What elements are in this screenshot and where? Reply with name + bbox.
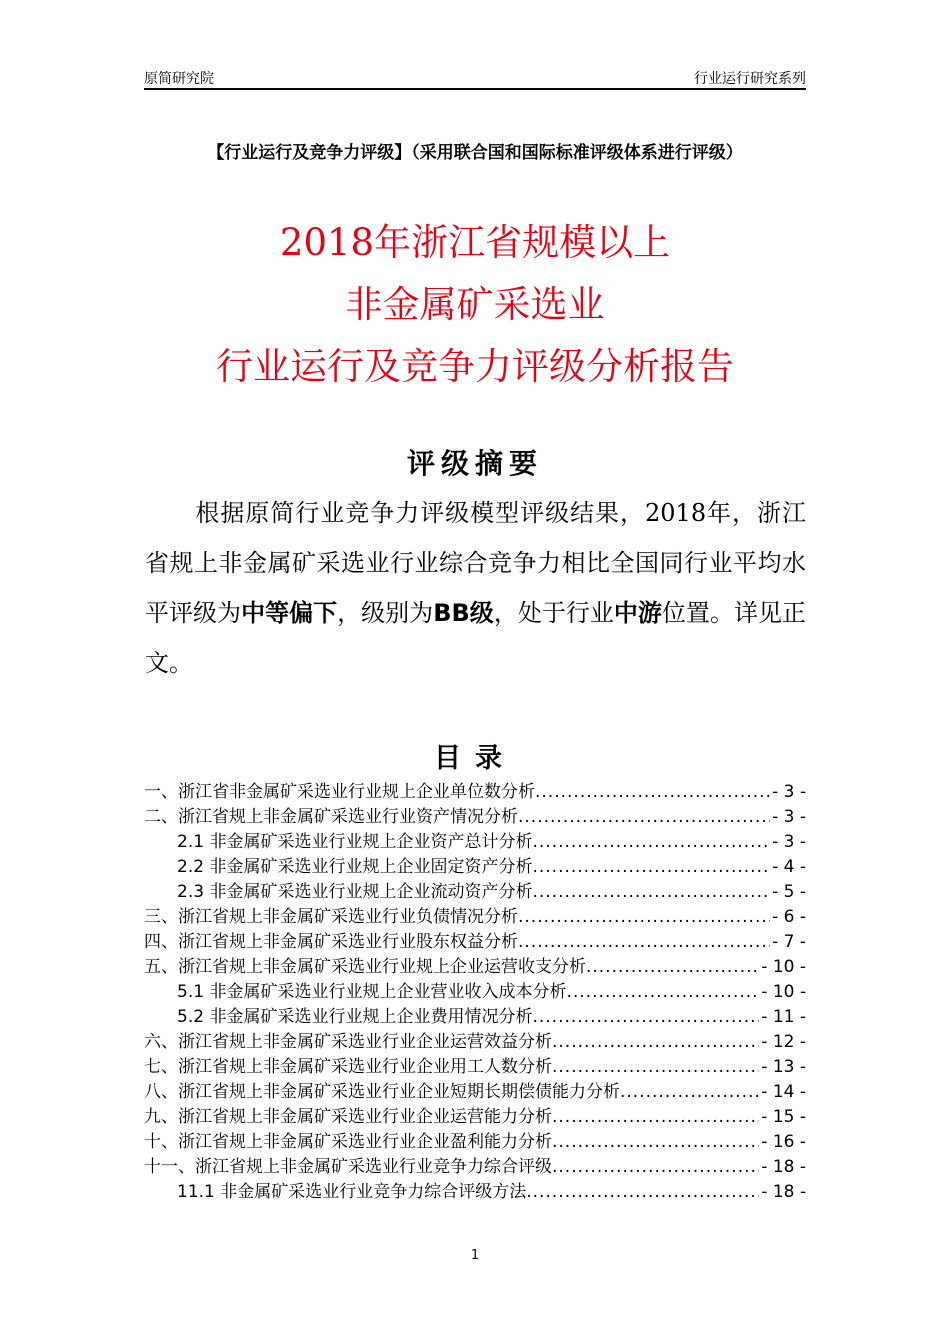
toc-item[interactable] <box>144 805 806 830</box>
toc-item[interactable] <box>144 830 806 855</box>
toc-item[interactable] <box>144 1030 806 1055</box>
toc-item[interactable] <box>144 980 806 1005</box>
report-title <box>0 212 950 398</box>
header-org: 原简研究院 <box>144 71 214 87</box>
toc-item[interactable] <box>144 930 806 955</box>
page-header <box>144 68 806 90</box>
toc-item-label: 二、浙江省规上非金属矿采选业行业资产情况分析 <box>144 807 518 827</box>
toc-item-label: 四、浙江省规上非金属矿采选业行业股东权益分析 <box>144 932 518 952</box>
toc-leader <box>620 1080 759 1105</box>
toc-leader <box>535 780 770 805</box>
toc-item-label: 八、浙江省规上非金属矿采选业行业企业短期长期偿债能力分析 <box>144 1082 620 1102</box>
rating-line: 【行业运行及竞争力评级】（采用联合国和国际标准评级体系进行评级） <box>207 143 743 163</box>
toc-item-page: - 18 - <box>761 1182 806 1202</box>
toc-leader <box>552 1055 759 1080</box>
summary-grade: BB级 <box>433 599 494 627</box>
page-number: 1 <box>470 1248 480 1263</box>
toc-leader <box>526 1180 759 1205</box>
title-line-1: 2018年浙江省规模以上 <box>279 221 671 264</box>
summary-text: ，级别为 <box>337 599 434 627</box>
toc-item-label: 一、浙江省非金属矿采选业行业规上企业单位数分析 <box>144 782 535 802</box>
toc-item-page: - 15 - <box>761 1107 806 1127</box>
toc-item-label: 七、浙江省规上非金属矿采选业行业企业用工人数分析 <box>144 1057 552 1077</box>
toc-item-page: - 6 - <box>772 907 806 927</box>
toc-item-label: 三、浙江省规上非金属矿采选业行业负债情况分析 <box>144 907 518 927</box>
toc-item[interactable] <box>144 1155 806 1180</box>
toc-leader <box>532 1005 759 1030</box>
toc-item-label: 5.2 非金属矿采选业行业规上企业费用情况分析 <box>177 1007 533 1027</box>
summary-text: 根据原简行业竞争力评级模型评级结果，2018年，浙江省规上非金属矿采选业行业综合竞争力相比全国同行业平均水平评级为 <box>145 499 806 627</box>
toc-leader <box>532 880 770 905</box>
summary-heading: 评级摘要 <box>406 447 543 480</box>
summary-position: 中游 <box>613 599 662 627</box>
toc-leader <box>552 1105 759 1130</box>
toc-item-label: 2.3 非金属矿采选业行业规上企业流动资产分析 <box>177 882 533 902</box>
toc-item-page: - 13 - <box>761 1057 806 1077</box>
toc-leader <box>518 905 770 930</box>
toc-item[interactable] <box>144 855 806 880</box>
summary-paragraph <box>145 488 806 688</box>
header-series: 行业运行研究系列 <box>694 71 806 87</box>
toc-item[interactable] <box>144 905 806 930</box>
toc-item-page: - 10 - <box>761 957 806 977</box>
toc-item-page: - 5 - <box>772 882 806 902</box>
toc-item-label: 五、浙江省规上非金属矿采选业行业规上企业运营收支分析 <box>144 957 586 977</box>
toc-heading: 目录 <box>434 743 516 774</box>
toc-item-page: - 18 - <box>761 1157 806 1177</box>
toc-item-page: - 11 - <box>761 1007 806 1027</box>
toc-item-label: 2.1 非金属矿采选业行业规上企业资产总计分析 <box>177 832 533 852</box>
toc-item-label: 2.2 非金属矿采选业行业规上企业固定资产分析 <box>177 857 533 877</box>
toc-item[interactable] <box>144 1105 806 1130</box>
table-of-contents <box>144 780 806 1205</box>
toc-item[interactable] <box>144 1130 806 1155</box>
toc-item-page: - 7 - <box>772 932 806 952</box>
title-line-2: 非金属矿采选业 <box>345 283 605 326</box>
toc-item-label: 九、浙江省规上非金属矿采选业行业企业运营能力分析 <box>144 1107 552 1127</box>
toc-leader <box>552 1030 759 1055</box>
toc-leader <box>552 1130 759 1155</box>
toc-item-page: - 12 - <box>761 1032 806 1052</box>
toc-item[interactable] <box>144 1180 806 1205</box>
toc-leader <box>566 980 759 1005</box>
toc-item-label: 5.1 非金属矿采选业行业规上企业营业收入成本分析 <box>177 982 567 1002</box>
toc-item[interactable] <box>144 780 806 805</box>
summary-text: 位置。详见正文。 <box>145 599 806 677</box>
toc-item[interactable] <box>144 955 806 980</box>
toc-item-page: - 14 - <box>761 1082 806 1102</box>
toc-item[interactable] <box>144 880 806 905</box>
toc-item-label: 11.1 非金属矿采选业行业竞争力综合评级方法 <box>177 1182 527 1202</box>
title-line-3: 行业运行及竞争力评级分析报告 <box>216 345 734 388</box>
toc-item-page: - 4 - <box>772 857 806 877</box>
toc-leader <box>532 830 770 855</box>
toc-item-label: 十、浙江省规上非金属矿采选业行业企业盈利能力分析 <box>144 1132 552 1152</box>
toc-leader <box>518 930 770 955</box>
toc-leader <box>532 855 770 880</box>
toc-item[interactable] <box>144 1080 806 1105</box>
toc-item-page: - 3 - <box>772 782 806 802</box>
toc-item-label: 十一、浙江省规上非金属矿采选业行业竞争力综合评级 <box>144 1157 552 1177</box>
toc-leader <box>518 805 770 830</box>
toc-item-page: - 16 - <box>761 1132 806 1152</box>
toc-item[interactable] <box>144 1055 806 1080</box>
summary-rating: 中等偏下 <box>241 599 338 627</box>
toc-item-label: 六、浙江省规上非金属矿采选业行业企业运营效益分析 <box>144 1032 552 1052</box>
toc-item-page: - 3 - <box>772 807 806 827</box>
toc-item-page: - 10 - <box>761 982 806 1002</box>
toc-item-page: - 3 - <box>772 832 806 852</box>
toc-leader <box>586 955 759 980</box>
toc-item[interactable] <box>144 1005 806 1030</box>
summary-text: ，处于行业 <box>493 599 614 627</box>
toc-leader <box>552 1155 759 1180</box>
